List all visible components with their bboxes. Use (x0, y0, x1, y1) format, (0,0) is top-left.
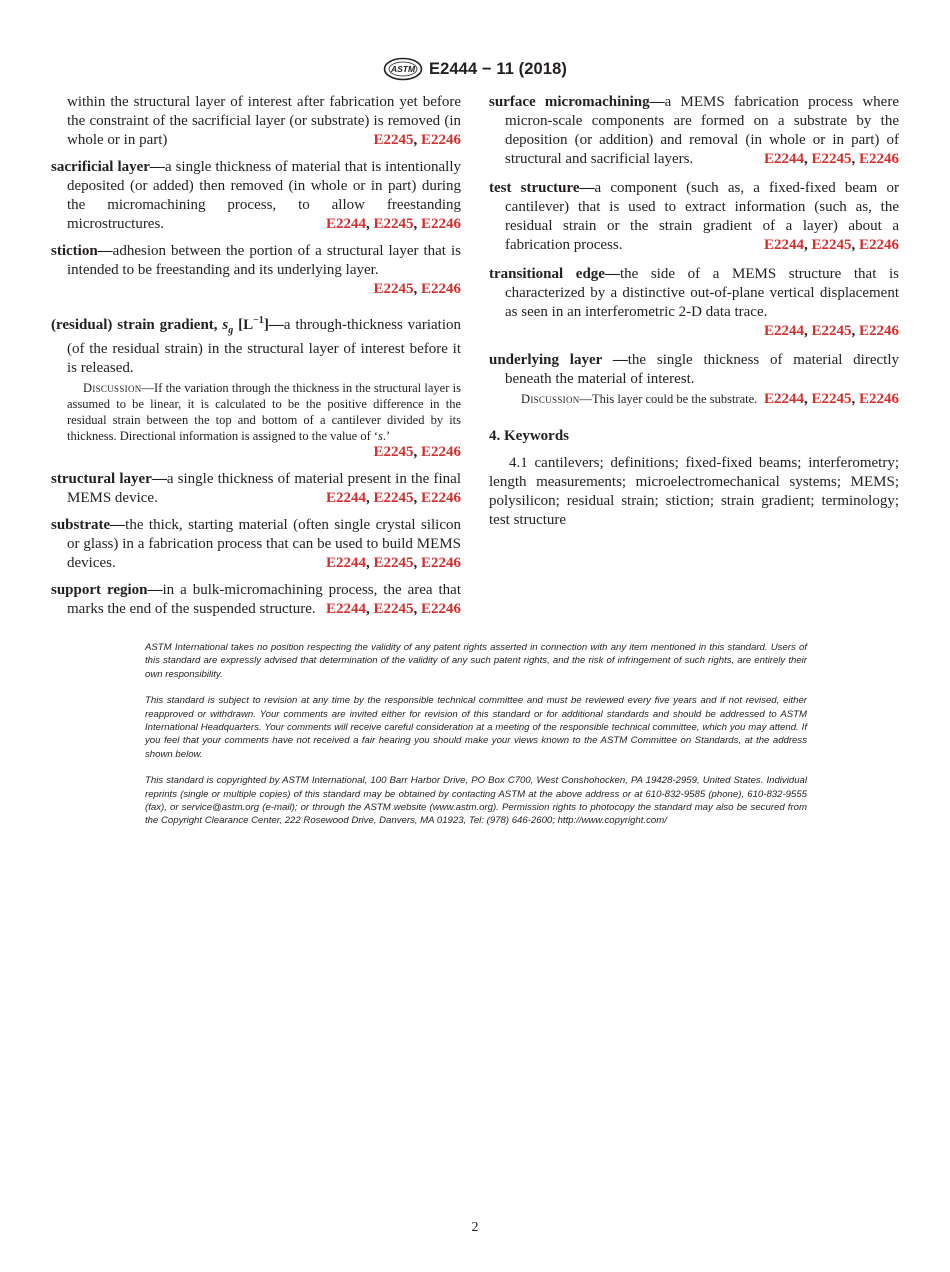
right-column (489, 93, 899, 530)
reference-link[interactable]: E2244 (763, 237, 804, 253)
definition-text: the thick, starting material (often single crystal silicon or glass) in a fabrication process that can be used to build MEMS devices. (67, 517, 461, 571)
definition-text: adhesion between the portion of a structural layer that is intended to be freestanding and its underlying layer. (67, 243, 461, 278)
reference-link[interactable]: E2245 (373, 490, 414, 506)
page-header (0, 56, 950, 82)
definition-term: (residual) strain gradient, $s_g$ $[L^{-1}]—$ (51, 315, 284, 336)
definition-surface-micromachining (489, 93, 899, 169)
reference-list: E2245, E2246 (373, 132, 461, 148)
reference-link[interactable]: E2245 (373, 216, 414, 232)
reference-list: E2244, E2245, E2246 (763, 151, 899, 167)
definition-text: a single thickness of material present in the final MEMS device. (67, 471, 462, 506)
definition-substrate (51, 516, 461, 573)
definition-term: test structure— (489, 180, 595, 196)
reference-list: E2244, E2245, E2246 (325, 601, 461, 617)
reference-list: E2244, E2245, E2246 (763, 323, 899, 339)
reference-link[interactable]: E2246 (858, 151, 899, 167)
definition-structural-layer (51, 470, 461, 508)
discussion-label: Discussion (83, 381, 142, 395)
reference-link[interactable]: E2244 (763, 323, 804, 339)
reference-link[interactable]: E2246 (420, 132, 461, 148)
definition-stiction (51, 242, 461, 299)
reference-list: E2244, E2245, E2246 (763, 391, 899, 407)
reference-link[interactable]: E2246 (420, 281, 461, 297)
reference-link[interactable]: E2246 (420, 216, 461, 232)
reference-link[interactable]: E2246 (858, 391, 899, 407)
reference-list: E2244, E2245, E2246 (325, 490, 461, 506)
discussion-label: Discussion (521, 392, 580, 406)
reference-link[interactable]: E2246 (420, 555, 461, 571)
reference-link[interactable]: E2244 (325, 216, 366, 232)
reference-link[interactable]: E2244 (325, 601, 366, 617)
definition-text: a MEMS fabrication process where micron-scale components are formed on a substrate by the deposition (or addition) and removal (in whole or in part) of structural and sacrificial layers. (505, 94, 899, 167)
keywords-paragraph: 4.1 cantilevers; definitions; fixed-fixed beams; interferometry; length measurements; microelectromechanical systems; MEMS; polysilicon; residual strain; stiction; strain gradient; terminology; test structure (489, 455, 899, 528)
definition-transitional-edge (489, 265, 899, 341)
reference-list: E2245, E2246 (373, 281, 461, 297)
definition-strain-gradient (51, 311, 461, 460)
definition-term: support region— (51, 582, 163, 598)
definition-continuation (51, 93, 461, 150)
astm-logo-icon (383, 57, 423, 81)
definition-text: the single thickness of material directly beneath the material of interest. (505, 352, 899, 387)
definition-text: a through-thickness variation (of the residual strain) in the structural layer of interest before it is released. (67, 317, 461, 376)
definition-text: within the structural layer of interest after fabrication yet before the constraint of the sacrificial layer (or substrate) is removed (in whole or in part) (67, 94, 461, 148)
reference-link[interactable]: E2245 (373, 444, 414, 460)
discussion-text: —This layer could be the substrate. (579, 392, 758, 406)
reference-link[interactable]: E2244 (325, 490, 366, 506)
copyright-statement: This standard is copyrighted by ASTM International, 100 Barr Harbor Drive, PO Box C700, West Conshohocken, PA 19428-2959, United States. Individual reprints (single or multiple copies) of this standard may be obtained by contacting ASTM at the above address or at 610-832-9585 (phone), 610-832-9555 (fax), or service@astm.org (e-mail); or through the ASTM website (www.astm.org). Permission rights to photocopy the standard may also be secured from the Copyright Clearance Center, 222 Rosewood Drive, Danvers, MA 01923, Tel: (978) 646-2600; http://www.copyright.com/ (145, 775, 807, 827)
reference-link[interactable]: E2245 (373, 281, 414, 297)
reference-link[interactable]: E2245 (373, 555, 414, 571)
reference-link[interactable]: E2245 (811, 151, 852, 167)
standard-designation: E2444 − 11 (2018) (429, 59, 567, 78)
definition-term: stiction— (51, 243, 113, 259)
definition-sacrificial-layer (51, 158, 461, 234)
astm-logo-text: ASTM (390, 64, 416, 74)
definition-underlying-layer (489, 351, 899, 407)
reference-link[interactable]: E2244 (763, 391, 804, 407)
patent-notice: ASTM International takes no position respecting the validity of any patent rights asserted in connection with any item mentioned in this standard. Users of this standard are expressly advised that determination of the validity of any such patent rights, and the risk of infringement of such rights, are entirely their own responsibility. (145, 642, 807, 680)
definition-term: transitional edge— (489, 266, 620, 282)
reference-link[interactable]: E2245 (373, 601, 414, 617)
left-column (51, 93, 461, 627)
section-heading-keywords: 4. Keywords (489, 428, 569, 444)
reference-link[interactable]: E2244 (325, 555, 366, 571)
reference-list: E2244, E2245, E2246 (325, 555, 461, 571)
reference-list: E2244, E2245, E2246 (325, 216, 461, 232)
definition-support-region (51, 581, 461, 619)
discussion-note: Discussion—If the variation through the thickness in the structural layer is assumed to be linear, it is calculated to be the positive difference in the residual strain between the top and bottom of a cantilever divided by its thickness. Directional information is assigned to the value of ‘s.’ E2245, E2246 (67, 381, 461, 460)
reference-list: E2245, E2246 (373, 444, 461, 460)
definition-term: underlying layer — (489, 352, 628, 368)
definition-term: surface micromachining— (489, 94, 665, 110)
page-number: 2 (471, 1220, 479, 1235)
definition-test-structure (489, 179, 899, 255)
reference-link[interactable]: E2246 (420, 444, 461, 460)
definition-text: in a bulk-micromachining process, the area that marks the end of the suspended structure. (67, 582, 461, 617)
definition-text: the side of a MEMS structure that is characterized by a distinctive out-of-plane vertical displacement as seen in an interferometric 2-D data trace. (505, 266, 899, 320)
reference-link[interactable]: E2245 (811, 237, 852, 253)
reference-link[interactable]: E2246 (858, 237, 899, 253)
reference-link[interactable]: E2245 (373, 132, 414, 148)
definition-term: substrate— (51, 517, 126, 533)
reference-link[interactable]: E2246 (420, 601, 461, 617)
strain-gradient-symbol: s (222, 317, 229, 333)
reference-link[interactable]: E2246 (858, 323, 899, 339)
discussion-note (505, 391, 899, 407)
reference-link[interactable]: E2245 (811, 391, 852, 407)
reference-link[interactable]: E2244 (763, 151, 804, 167)
definition-term: sacrificial layer— (51, 159, 165, 175)
copyright-notice (145, 641, 807, 841)
definition-text: a single thickness of material that is intentionally deposited (or added) then removed (in whole or in part) during the micromachining process, to allow freestanding microstructures. (67, 159, 461, 232)
reference-link[interactable]: E2246 (420, 490, 461, 506)
reference-link[interactable]: E2245 (811, 323, 852, 339)
definition-term: structural layer— (51, 471, 167, 487)
discussion-text: —If the variation through the thickness in the structural layer is assumed to be linear, it is calculated to be the positive difference in the residual strain between the top and bottom of a cantilever divided by its thickness. Directional information is assigned to the value of ‘ (67, 381, 461, 443)
reference-list: E2244, E2245, E2246 (763, 237, 899, 253)
revision-notice: This standard is subject to revision at any time by the responsible technical committee and must be reviewed every five years and if not revised, either reapproved or withdrawn. Your comments are invited either for revision of this standard or for additional standards and should be addressed to ASTM International Headquarters. Your comments will receive careful consideration at a meeting of the responsible technical committee, which you may attend. If you feel that your comments have not received a fair hearing you should make your views known to the ASTM Committee on Standards, at the address shown below. (145, 695, 807, 760)
definition-text: a component (such as, a fixed-fixed beam or cantilever) that is used to extract information (such as, the residual strain or the strain gradient of a layer) about a fabrication process. (505, 180, 899, 253)
